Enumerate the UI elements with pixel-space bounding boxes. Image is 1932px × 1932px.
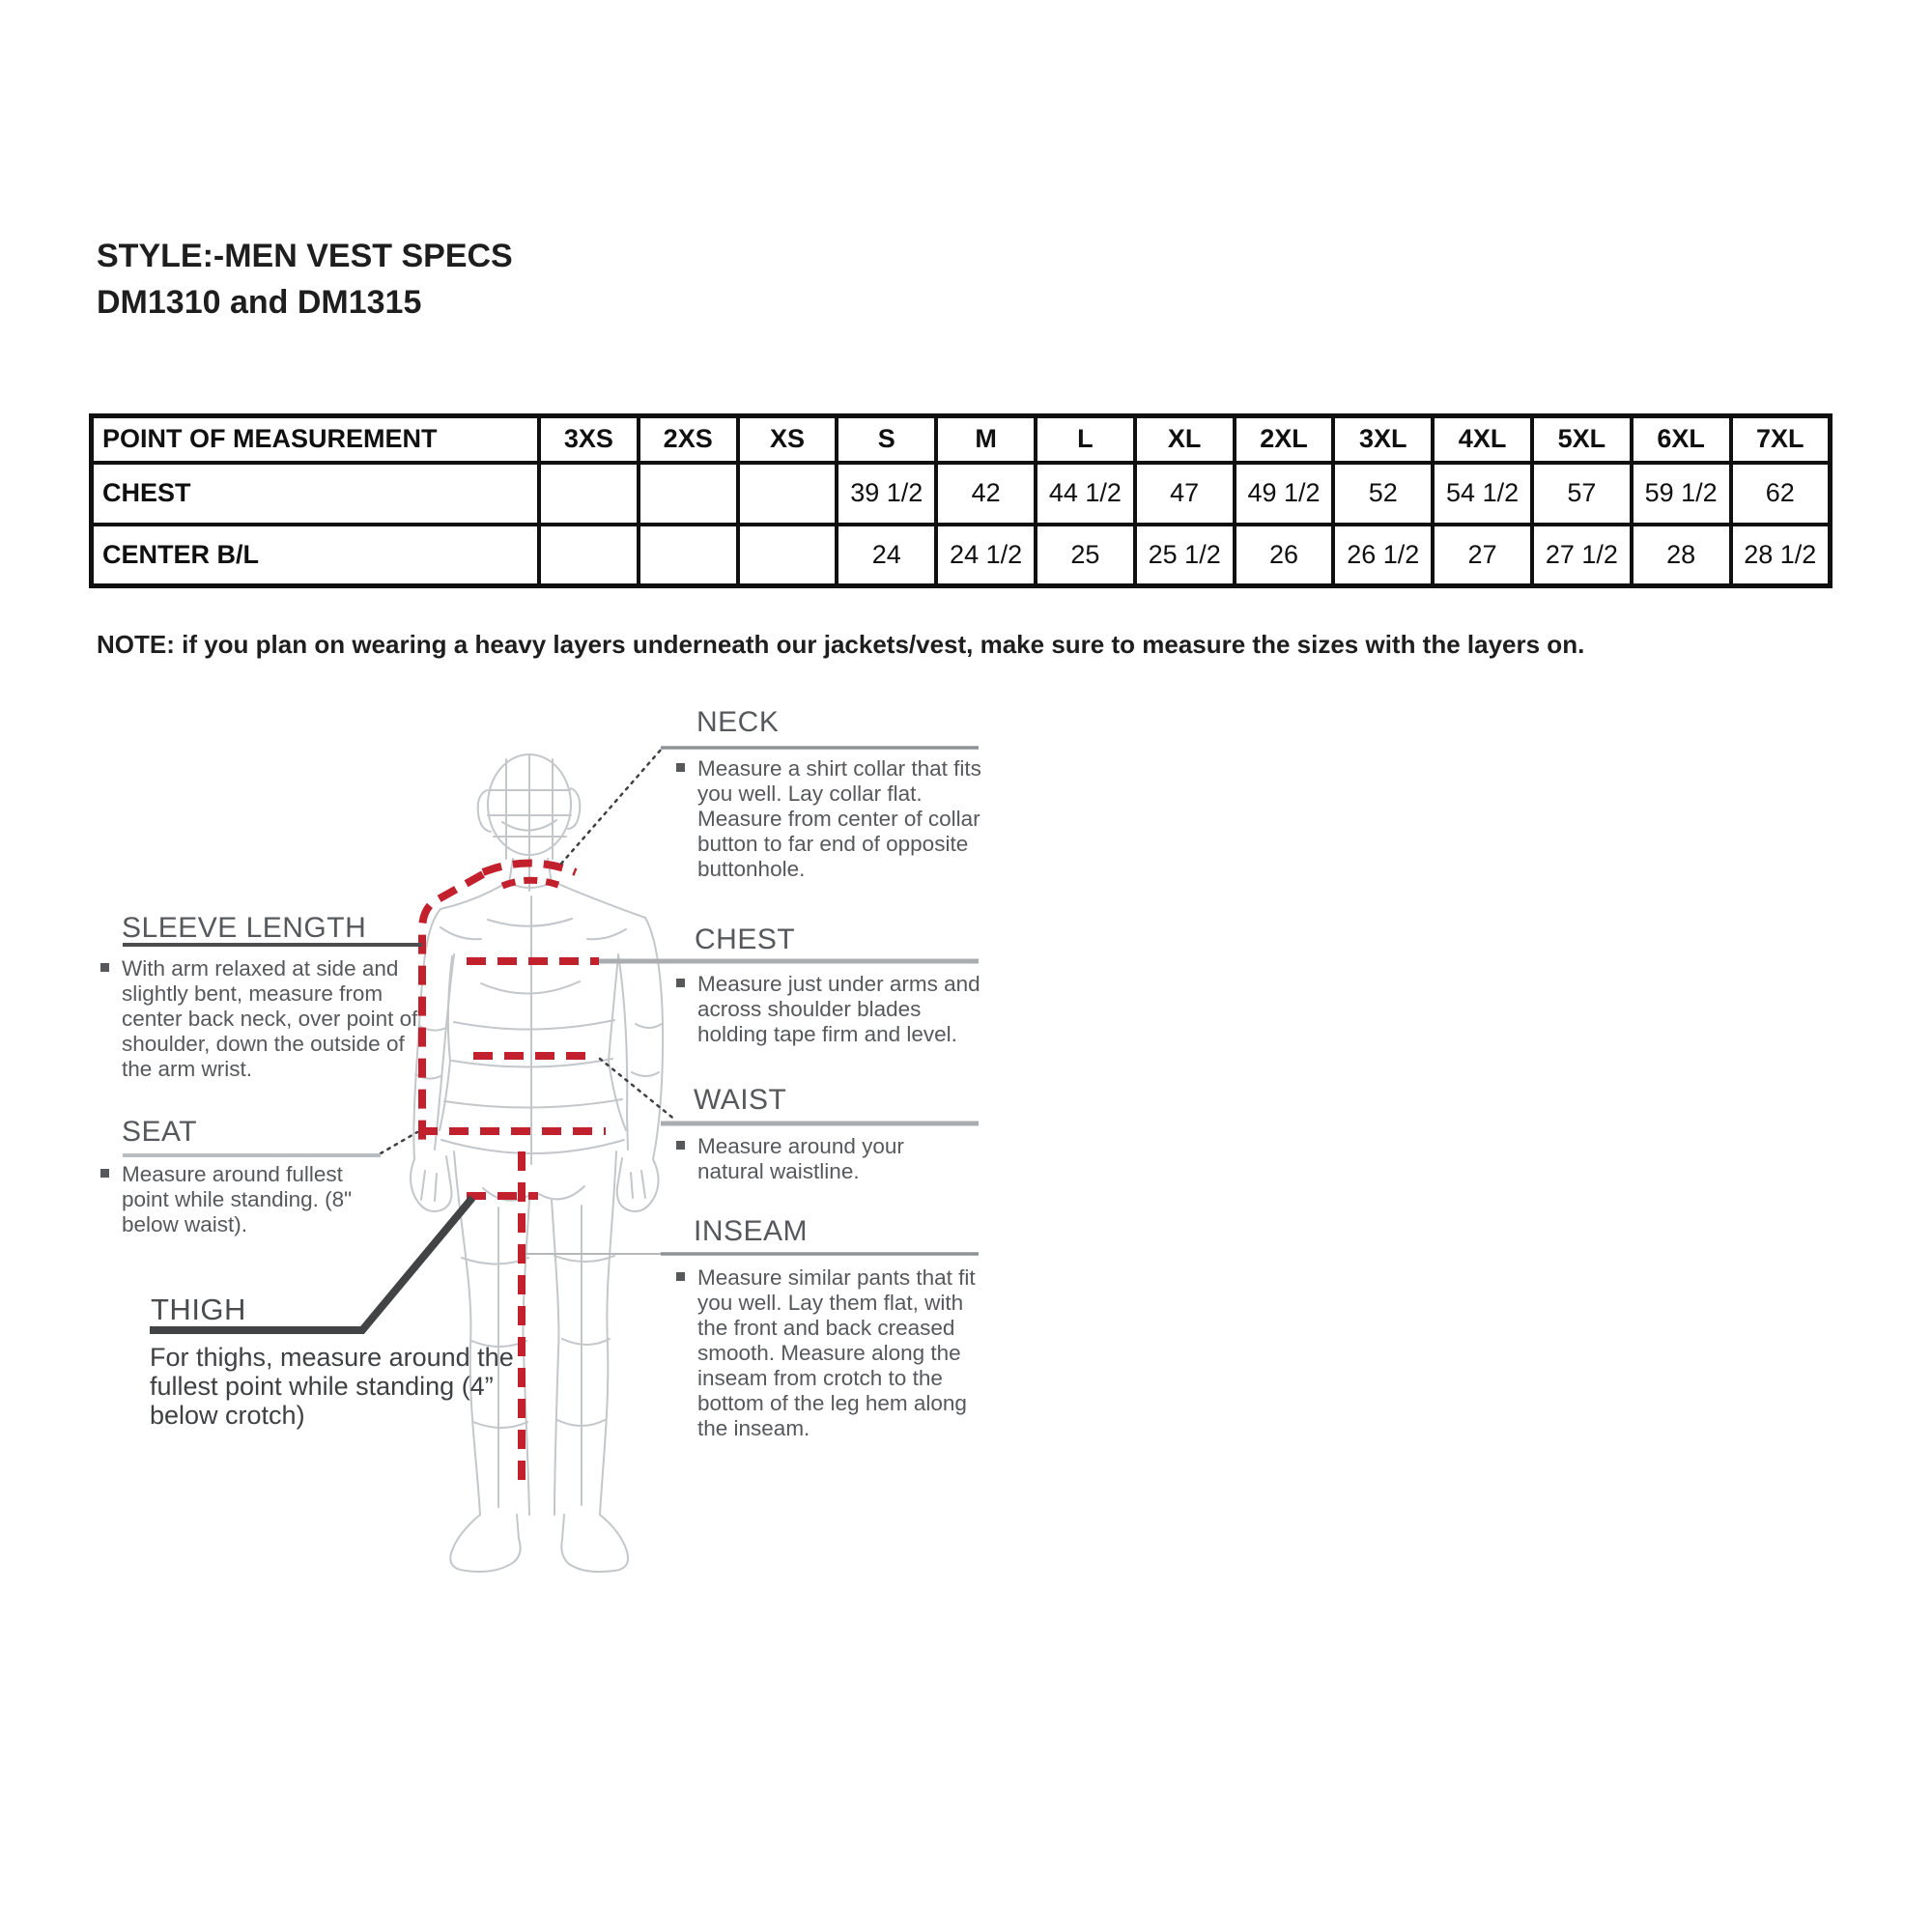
section-title-thigh: THIGH [151, 1293, 246, 1326]
section-desc-seat: Measure around fullest point while standing. (8" below waist). [100, 1162, 361, 1237]
size-value-cell: 25 [1036, 525, 1135, 586]
size-col-header: 3XS [539, 416, 639, 463]
size-value-cell: 62 [1731, 463, 1831, 525]
section-desc-sleeve-length: With arm relaxed at side and slightly bent, measure from center back neck, over point of shoulder, down the outside of the arm wrist. [100, 956, 419, 1082]
size-chart-header-row [92, 416, 1831, 463]
document-subtitle: DM1310 and DM1315 [97, 284, 422, 321]
section-desc-chest: Measure just under arms and across shoulder blades holding tape firm and level. [676, 972, 985, 1047]
size-value-cell: 57 [1532, 463, 1632, 525]
size-value-cell: 25 1/2 [1135, 525, 1235, 586]
size-chart-body [92, 463, 1831, 586]
section-desc-waist: Measure around your natural waistline. [676, 1134, 913, 1184]
size-col-header: XL [1135, 416, 1235, 463]
size-value-cell: 28 1/2 [1731, 525, 1831, 586]
bullet-icon [676, 763, 685, 772]
document-title: STYLE:-MEN VEST SPECS [97, 238, 513, 274]
bullet-icon [100, 963, 109, 972]
note-text: NOTE: if you plan on wearing a heavy layers underneath our jackets/vest, make sure to measure the sizes with the layers on. [97, 630, 1585, 659]
section-title-seat: SEAT [122, 1116, 198, 1148]
size-value-cell: 26 1/2 [1333, 525, 1433, 586]
table-row [92, 463, 1831, 525]
table-row [92, 525, 1831, 586]
size-value-cell: 47 [1135, 463, 1235, 525]
size-value-cell: 54 1/2 [1433, 463, 1532, 525]
row-label: CHEST [92, 463, 540, 525]
size-col-header: M [936, 416, 1036, 463]
size-value-cell [539, 463, 639, 525]
size-value-cell: 49 1/2 [1235, 463, 1334, 525]
size-col-header: L [1036, 416, 1135, 463]
bullet-icon [676, 979, 685, 987]
body-figure [411, 754, 663, 1572]
size-value-cell: 24 1/2 [936, 525, 1036, 586]
size-col-header: 4XL [1433, 416, 1532, 463]
size-value-cell [539, 525, 639, 586]
size-col-header: S [837, 416, 936, 463]
section-desc-thigh: For thighs, measure around the fullest point while standing (4” below crotch) [150, 1343, 514, 1430]
size-value-cell [738, 463, 838, 525]
size-value-cell: 27 [1433, 525, 1532, 586]
section-title-waist: WAIST [694, 1084, 787, 1116]
size-col-header: 2XL [1235, 416, 1334, 463]
size-col-header: 7XL [1731, 416, 1831, 463]
size-col-header: XS [738, 416, 838, 463]
size-value-cell: 59 1/2 [1632, 463, 1731, 525]
size-value-cell: 52 [1333, 463, 1433, 525]
size-value-cell: 44 1/2 [1036, 463, 1135, 525]
section-desc-inseam: Measure similar pants that fit you well. Lay them flat, with the front and back creased smooth. Measure along the inseam from crotch to the bottom of the leg hem along the inseam. [676, 1265, 985, 1441]
sleeve-measure-line [422, 874, 483, 1140]
size-value-cell: 42 [936, 463, 1036, 525]
size-value-cell [738, 525, 838, 586]
size-chart-table [89, 413, 1833, 588]
size-value-cell: 27 1/2 [1532, 525, 1632, 586]
section-title-sleeve-length: SLEEVE LENGTH [122, 912, 367, 944]
section-title-chest: CHEST [695, 923, 796, 955]
size-col-header: 6XL [1632, 416, 1731, 463]
bullet-icon [100, 1169, 109, 1178]
size-col-header: 2XS [639, 416, 738, 463]
size-value-cell: 26 [1235, 525, 1334, 586]
bullet-icon [676, 1141, 685, 1150]
size-value-cell: 28 [1632, 525, 1731, 586]
size-value-cell: 24 [837, 525, 936, 586]
size-col-header: 5XL [1532, 416, 1632, 463]
size-col-header: 3XL [1333, 416, 1433, 463]
measurement-col-header: POINT OF MEASUREMENT [92, 416, 540, 463]
section-desc-neck: Measure a shirt collar that fits you well. Lay collar flat. Measure from center of collar button to far end of opposite buttonhole. [676, 756, 985, 882]
bullet-icon [676, 1272, 685, 1281]
size-value-cell: 39 1/2 [837, 463, 936, 525]
size-value-cell [639, 463, 738, 525]
section-title-inseam: INSEAM [694, 1215, 809, 1247]
row-label: CENTER B/L [92, 525, 540, 586]
section-title-neck: NECK [696, 706, 780, 738]
size-value-cell [639, 525, 738, 586]
